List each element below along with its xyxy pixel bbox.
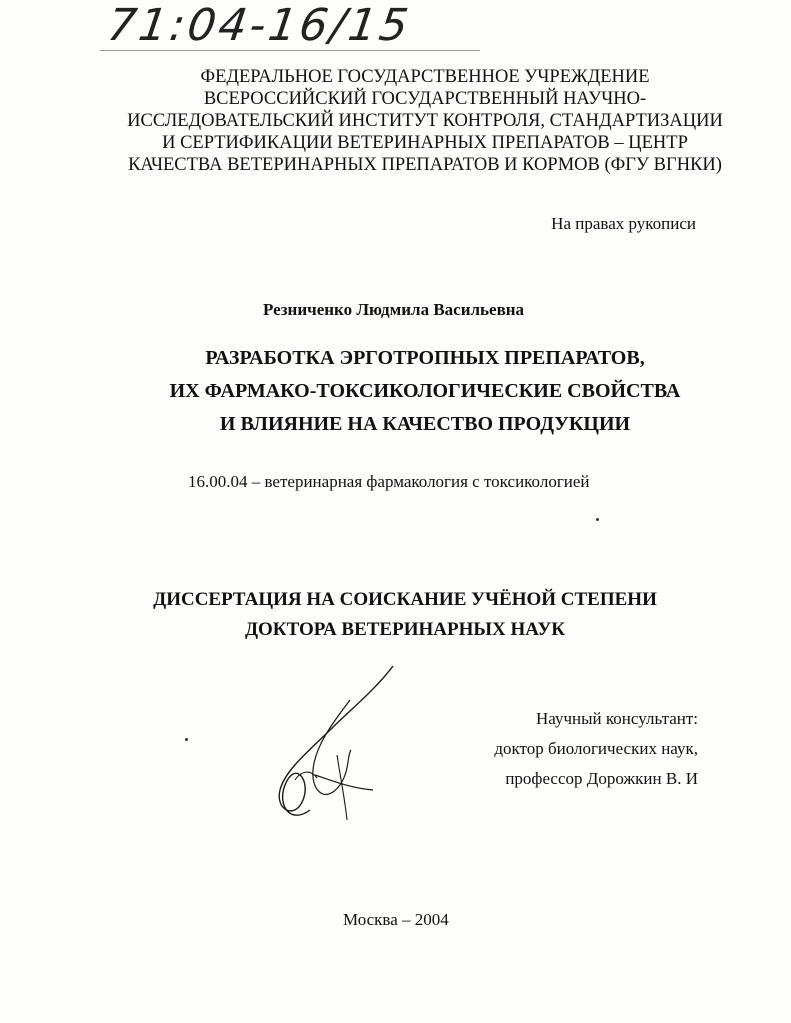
consultant-line: профессор Дорожкин В. И [505, 769, 698, 788]
degree-line: ДИССЕРТАЦИЯ НА СОИСКАНИЕ УЧЁНОЙ СТЕПЕНИ [153, 589, 657, 610]
organization-line: И СЕРТИФИКАЦИИ ВЕТЕРИНАРНЫХ ПРЕПАРАТОВ – ЦЕНТР [162, 133, 688, 153]
consultant-line: Научный консультант: [536, 709, 698, 728]
title-line: ИХ ФАРМАКО-ТОКСИКОЛОГИЧЕСКИЕ СВОЙСТВА [169, 380, 681, 402]
author-name: Резниченко Людмила Васильевна [263, 300, 525, 319]
degree-statement [100, 585, 710, 645]
handwritten-signature [255, 660, 405, 830]
organization-line: ИССЛЕДОВАТЕЛЬСКИЙ ИНСТИТУТ КОНТРОЛЯ, СТАНДАРТИЗАЦИИ [127, 111, 723, 131]
scan-speck [185, 738, 188, 741]
organization-line: КАЧЕСТВА ВЕТЕРИНАРНЫХ ПРЕПАРАТОВ И КОРМОВ (ФГУ ВГНКИ) [128, 155, 722, 175]
scientific-consultant-block [494, 704, 698, 794]
organization-header [100, 66, 750, 176]
stamp-underline [100, 50, 480, 51]
manuscript-rights-note: На правах рукописи [551, 214, 696, 233]
title-line: РАЗРАБОТКА ЭРГОТРОПНЫХ ПРЕПАРАТОВ, [205, 347, 645, 369]
organization-line: ВСЕРОССИЙСКИЙ ГОСУДАРСТВЕННЫЙ НАУЧНО- [203, 89, 647, 109]
consultant-line: доктор биологических наук, [494, 739, 698, 758]
city-and-year: Москва – 2004 [343, 910, 449, 929]
organization-line: ФЕДЕРАЛЬНОЕ ГОСУДАРСТВЕННОЕ УЧРЕЖДЕНИЕ [200, 67, 650, 87]
dissertation-title [120, 342, 730, 441]
title-line: И ВЛИЯНИЕ НА КАЧЕСТВО ПРОДУКЦИИ [219, 413, 631, 435]
degree-line: ДОКТОРА ВЕТЕРИНАРНЫХ НАУК [244, 619, 566, 640]
handwritten-archive-code: 71:04-16/15 [104, 0, 415, 51]
scan-speck [596, 518, 599, 521]
specialty-code: 16.00.04 – ветеринарная фармакология с токсикологией [188, 472, 590, 491]
